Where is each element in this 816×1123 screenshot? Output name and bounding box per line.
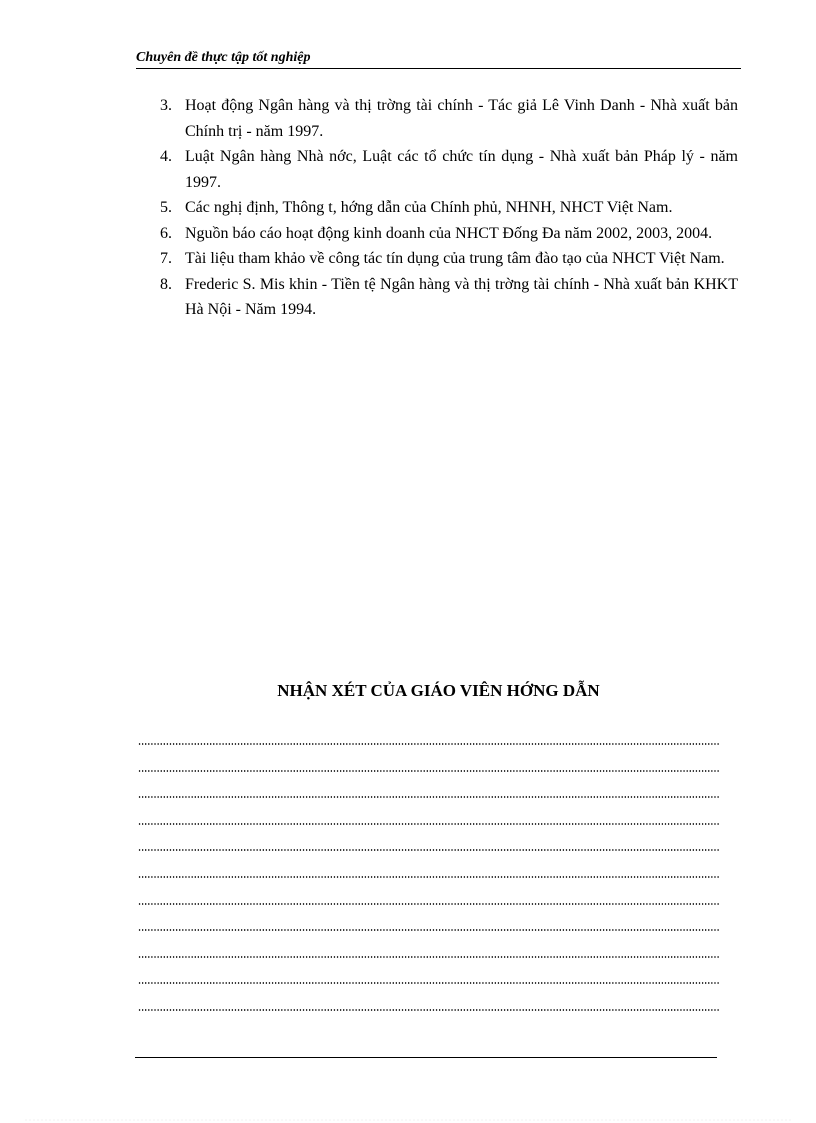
header-title: Chuyên đề thực tập tốt nghiệp [136,50,311,65]
page-header [136,50,741,69]
comment-dotted-line [138,769,720,773]
reference-text: Các nghị định, Thông t, hớng dẫn của Chính phủ, NHNH, NHCT Việt Nam. [185,199,673,216]
reference-number: 6. [160,224,172,242]
comment-dotted-line [138,742,720,746]
comment-dotted-line [138,955,720,959]
reference-number: 7. [160,250,172,267]
page-bottom-dots [24,1119,792,1121]
reference-text: Nguồn báo cáo hoạt động kinh doanh của NHCT Đống Đa năm 2002, 2003, 2004. [185,224,713,242]
reference-number: 8. [160,275,172,293]
reference-text: Hoạt động Ngân hàng và thị trờng tài chính - Tác giả Lê Vinh Danh - Nhà xuất bản Chính trị - năm 1997. [185,97,738,140]
reference-number: 3. [160,97,172,114]
comment-dotted-line [138,1008,720,1012]
reference-number: 5. [160,199,172,216]
reference-number: 4. [160,148,172,165]
comment-dotted-line [138,928,720,932]
reference-item [160,246,738,272]
reference-item [160,195,738,221]
reference-list [160,93,738,323]
comment-dotted-line [138,875,720,879]
reference-item [160,272,738,323]
reference-text: Luật Ngân hàng Nhà nớc, Luật các tổ chức tín dụng - Nhà xuất bản Pháp lý - năm 1997. [185,148,738,191]
reference-item [160,144,738,195]
comment-dotted-line [138,848,720,852]
reference-text: Frederic S. Mis khin - Tiền tệ Ngân hàng và thị trờng tài chính - Nhà xuất bản KHKT Hà Nội - Năm 1994. [185,275,738,318]
comment-section-title: NHẬN XÉT CỦA GIÁO VIÊN HỚNG DẪN [277,681,600,700]
reference-text: Tài liệu tham khảo về công tác tín dụng của trung tâm đào tạo của NHCT Việt Nam. [185,250,725,267]
comment-dotted-line [138,981,720,985]
comment-dotted-line [138,795,720,799]
footer-rule [135,1057,717,1058]
comment-dotted-line [138,902,720,906]
reference-item [160,93,738,144]
comment-dotted-line [138,822,720,826]
reference-item [160,221,738,247]
